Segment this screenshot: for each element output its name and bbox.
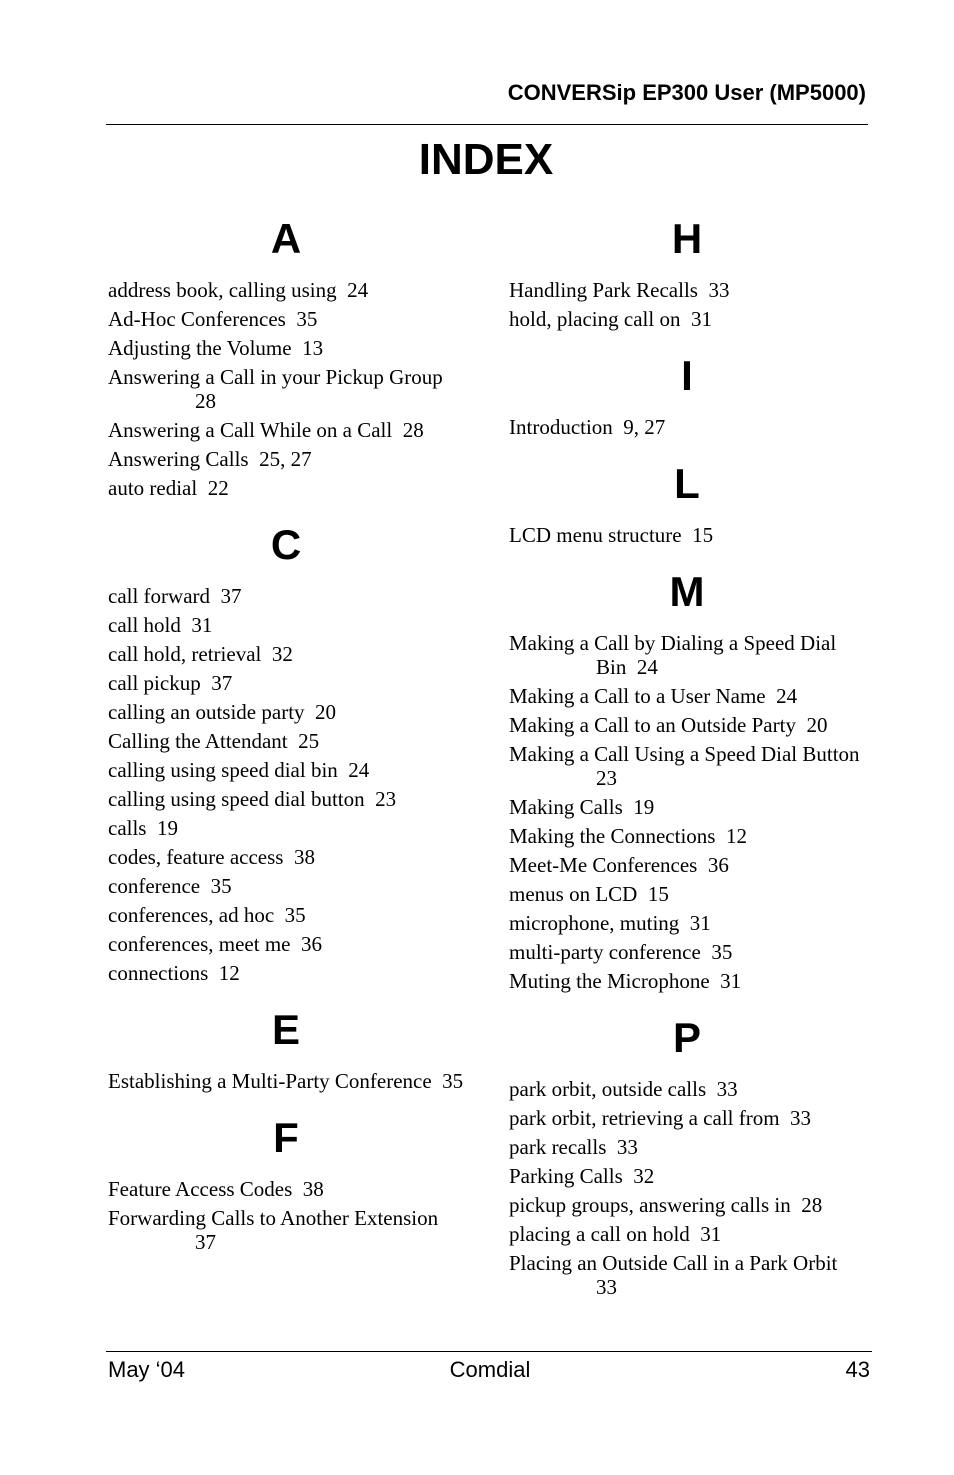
index-entry: call forward 37 [108,584,242,608]
index-entry: pickup groups, answering calls in 28 [509,1193,823,1217]
index-entry: Feature Access Codes 38 [108,1177,324,1201]
index-entry: microphone, muting 31 [509,911,711,935]
index-entry: Placing an Outside Call in a Park Orbit 33 [509,1251,848,1299]
page-number: 43 [845,1357,870,1382]
index-entry: connections 12 [108,961,240,985]
section-letter: H [671,215,703,262]
index-entry-list [509,631,871,993]
index-entry: conferences, ad hoc 35 [108,903,306,927]
index-entry: Establishing a Multi-Party Conference 35 [108,1069,464,1093]
index-entry: menus on LCD 15 [509,882,669,906]
index-section [509,214,865,331]
index-column-right [509,214,871,1319]
index-entry-list [108,278,464,500]
index-entry: Making Calls 19 [509,795,655,819]
index-section [108,1113,464,1254]
index-entry: calls 19 [108,816,178,840]
index-entry: park recalls 33 [509,1135,638,1159]
index-entry: Adjusting the Volume 13 [108,336,324,360]
index-entry: Making a Call to a User Name 24 [509,684,798,708]
index-entry-list [108,1069,464,1093]
index-entry: Making the Connections 12 [509,824,747,848]
index-section [108,214,464,500]
index-entry: Meet-Me Conferences 36 [509,853,729,877]
section-letter: E [271,1006,300,1053]
footer-date: May ‘04 [108,1357,186,1382]
index-entry: Making a Call to an Outside Party 20 [509,713,828,737]
index-section [509,459,865,547]
index-entry: address book, calling using 24 [108,278,369,302]
index-entry: Muting the Microphone 31 [509,969,742,993]
index-section [509,1013,865,1299]
index-entry-list [509,523,865,547]
index-section [509,567,871,993]
index-entry: conference 35 [108,874,232,898]
section-letter: A [270,215,302,262]
footer-company: Comdial [449,1357,531,1382]
index-entry: Answering Calls 25, 27 [108,447,312,471]
index-entry-list [108,584,464,985]
index-entry-list [108,1177,464,1254]
index-entry: multi-party conference 35 [509,940,733,964]
index-entry: Forwarding Calls to Another Extension 37 [108,1206,449,1254]
index-entry-list [509,278,865,331]
index-section [108,1005,464,1093]
section-letter: C [270,521,302,568]
index-entry: Ad-Hoc Conferences 35 [108,307,318,331]
index-section [108,520,464,985]
index-entry: Calling the Attendant 25 [108,729,320,753]
index-entry: call hold 31 [108,613,213,637]
footer-rule [106,1351,872,1352]
index-entry: Handling Park Recalls 33 [509,278,730,302]
index-entry: call hold, retrieval 32 [108,642,293,666]
index-entry: Parking Calls 32 [509,1164,655,1188]
index-entry: Making a Call Using a Speed Dial Button 23 [509,742,871,790]
section-letter: P [672,1014,701,1061]
index-entry: Making a Call by Dialing a Speed Dial Bin 24 [509,631,842,679]
page-title: INDEX [418,135,554,184]
index-entry: park orbit, outside calls 33 [509,1077,738,1101]
index-entry: call pickup 37 [108,671,233,695]
index-entry: auto redial 22 [108,476,229,500]
index-entry: park orbit, retrieving a call from 33 [509,1106,812,1130]
header-rule [106,124,868,125]
index-entry: Answering a Call While on a Call 28 [108,418,424,442]
section-letter: M [669,568,705,615]
section-letter: I [681,352,693,399]
index-entry: calling using speed dial button 23 [108,787,397,811]
index-entry: conferences, meet me 36 [108,932,322,956]
running-header: CONVERSip EP300 User (MP5000) [507,80,866,105]
index-entry: LCD menu structure 15 [509,523,714,547]
index-section [509,351,865,439]
section-letter: L [674,460,700,507]
index-entry-list [509,1077,865,1299]
section-letter: F [273,1114,299,1161]
index-entry: Answering a Call in your Pickup Group 28 [108,365,454,413]
index-column-left [108,214,464,1274]
index-entry: codes, feature access 38 [108,845,315,869]
index-entry: calling using speed dial bin 24 [108,758,370,782]
index-entry: Introduction 9, 27 [509,415,666,439]
index-entry: hold, placing call on 31 [509,307,712,331]
index-entry: calling an outside party 20 [108,700,337,724]
index-entry-list [509,415,865,439]
index-entry: placing a call on hold 31 [509,1222,722,1246]
